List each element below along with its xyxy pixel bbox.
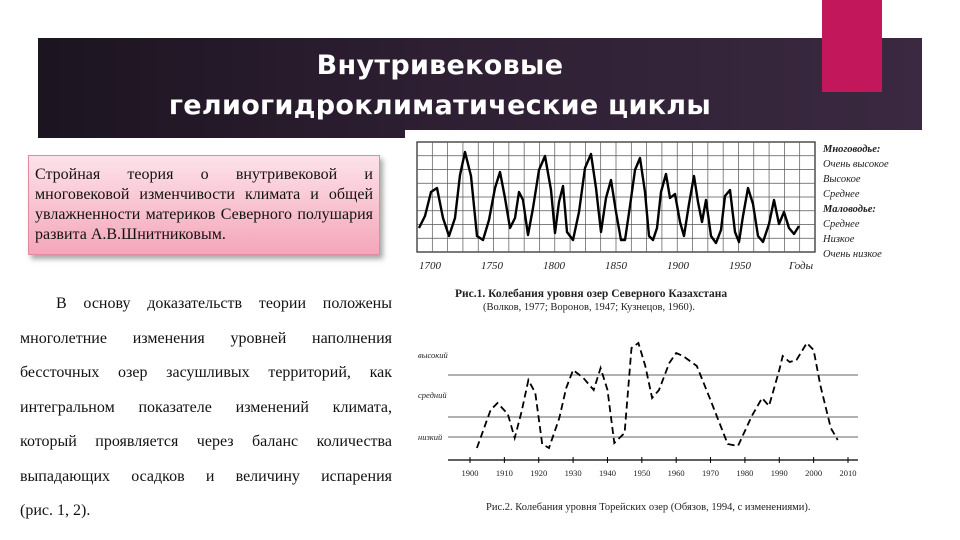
figure2-x-tick: 1940: [598, 468, 616, 478]
body-line: В основу доказательств теории положены: [56, 295, 392, 312]
body-line: выпадающих осадков и величину испарения: [20, 467, 392, 485]
figure1-x-tick: 1950: [729, 260, 751, 272]
figure1-x-tick: 1800: [543, 260, 565, 272]
figure2-x-tick: 1990: [770, 468, 788, 478]
body-paragraph: [20, 287, 392, 529]
figure1-x-tick: 1850: [605, 260, 627, 272]
figure2-x-tick: 1970: [702, 468, 720, 478]
figure1-legend-item: Высокое: [823, 174, 861, 185]
figure2-y-label: средний: [418, 390, 447, 400]
figure2-x-tick: 2010: [839, 468, 857, 478]
figure2: [412, 318, 932, 522]
figure2-x-tick: 1960: [667, 468, 685, 478]
figure1-x-tick: 1750: [481, 260, 503, 272]
figure2-x-tick: 1900: [461, 468, 479, 478]
title-line-2: гелиогидроклиматические циклы: [168, 90, 712, 121]
figure2-x-tick: 1910: [495, 468, 513, 478]
figure1-legend-item: Среднее: [823, 189, 860, 200]
figure1-legend-item: Среднее: [823, 219, 860, 230]
figure1: [405, 130, 925, 315]
figure2-y-label: высокий: [418, 350, 448, 360]
figure1-legend-item: Многоводье:: [823, 144, 881, 155]
figure1-legend-item: Низкое: [823, 234, 855, 245]
figure1-legend-item: Очень высокое: [823, 159, 889, 170]
figure2-x-tick: 1920: [530, 468, 548, 478]
figure2-y-labels: [418, 350, 448, 442]
body-line: бессточных озер засушливых территорий, как: [20, 364, 392, 381]
figure1-x-tick: 1900: [667, 260, 689, 272]
figure2-caption: Рис.2. Колебания уровня Торейских озер (Обязов, 1994, с изменениями).: [486, 502, 811, 513]
figure1-caption-line1: Рис.1. Колебания уровня озер Северного Казахстана: [455, 288, 728, 300]
figure2-x-tick: 1950: [633, 468, 651, 478]
body-line: многолетние изменения уровней наполнения: [20, 329, 392, 347]
figure1-caption-line2: (Волков, 1977; Воронов, 1947; Кузнецов, 1960).: [483, 302, 695, 313]
title-line-1: Внутривековые: [316, 50, 564, 81]
body-line: (рис. 1, 2).: [20, 502, 91, 519]
slide-title: [60, 46, 820, 126]
figure1-legend-item: Очень низкое: [823, 249, 882, 260]
callout-box: Стройная теория о внутривековой и многовековой изменчивости климата и общей увлажненности материков Северного полушария развита А.В.Шнитниковым.: [28, 155, 380, 255]
body-line: интегральном показателе изменений климата,: [20, 398, 392, 416]
figure2-x-tick: 2000: [805, 468, 823, 478]
figure1-x-tick: 1700: [419, 260, 441, 272]
figure2-x-tick: 1980: [736, 468, 754, 478]
figure2-curve: [477, 343, 838, 448]
figure1-legend-item: Маловодье:: [823, 204, 876, 215]
accent-bar: [822, 0, 882, 92]
body-line: который проявляется через баланс количества: [20, 433, 392, 450]
figure2-x-tick: 1930: [564, 468, 582, 478]
figure2-y-label: низкий: [418, 432, 443, 442]
figure1-x-tick: Годы: [789, 260, 814, 272]
